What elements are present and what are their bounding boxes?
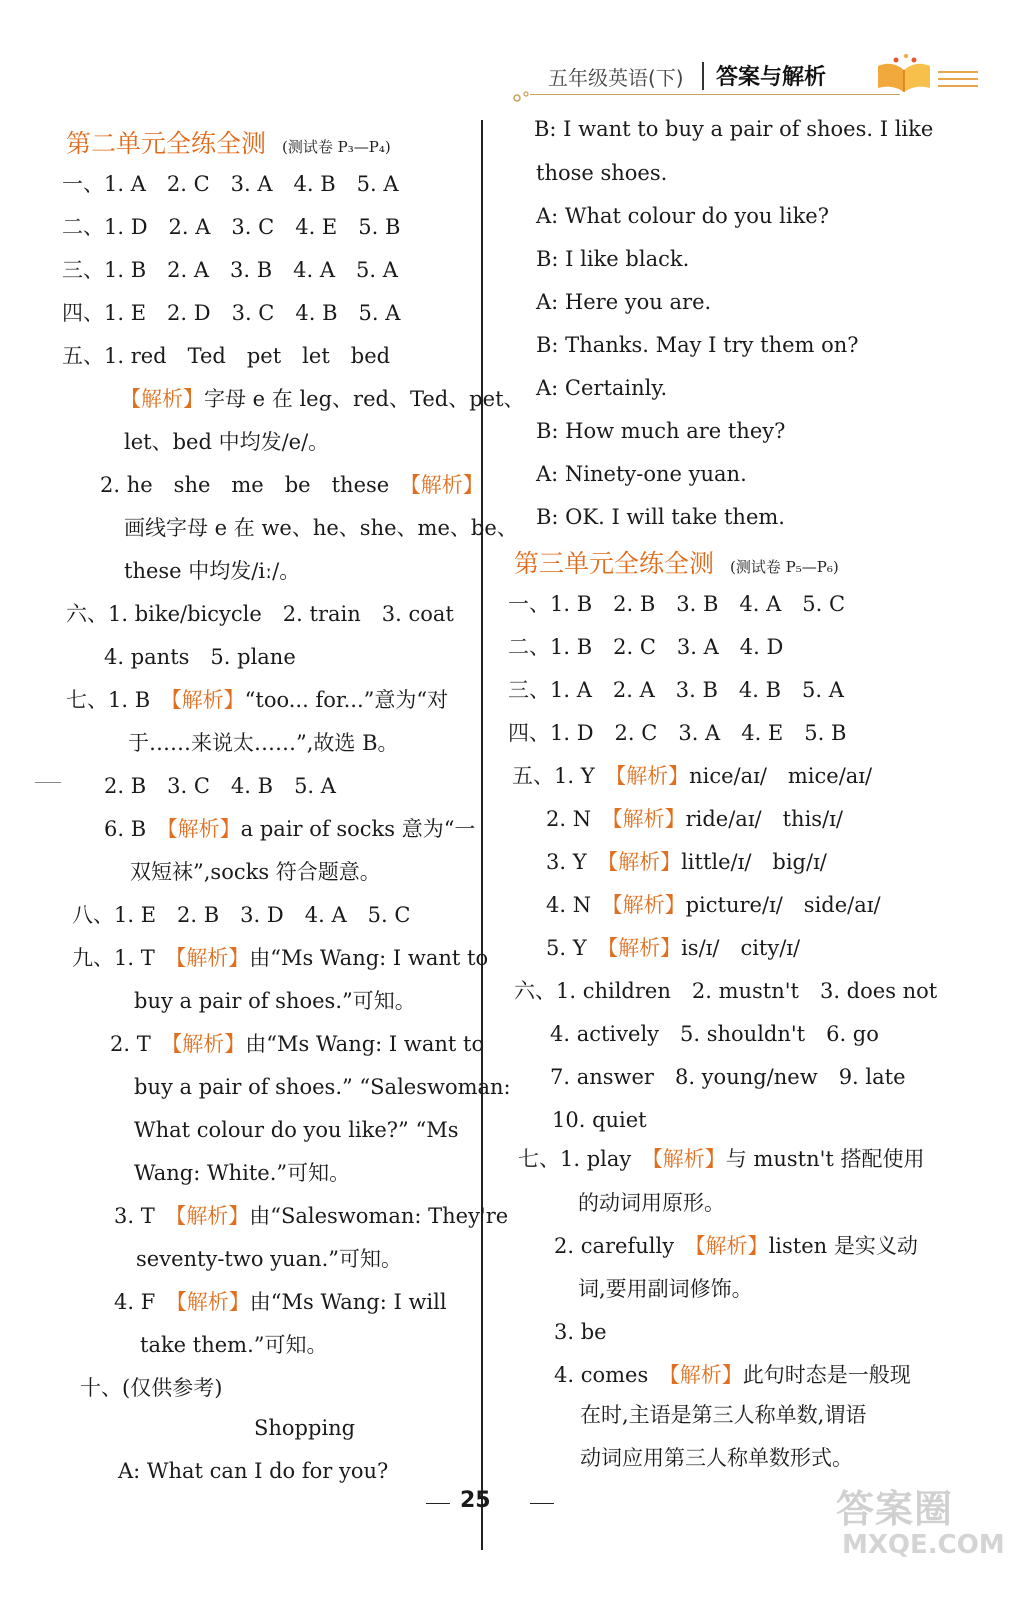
answer-line: 八、1. E 2. B 3. D 4. A 5. C <box>72 903 411 927</box>
answer-line: 3. T 【解析】由“Saleswoman: They're <box>114 1204 509 1228</box>
analysis-tag: 【解析】 <box>171 688 245 712</box>
dialogue-line: B: Thanks. May I try them on? <box>536 333 859 357</box>
answer-line: 双短袜”,socks 符合题意。 <box>130 860 381 884</box>
answer-line: let、bed 中均发/e/。 <box>124 430 330 454</box>
analysis-tag: 【解析】 <box>171 1032 246 1056</box>
answer-line: 一、1. A 2. C 3. A 4. B 5. A <box>62 172 399 196</box>
watermark-logo: 答案圈 <box>836 1487 954 1531</box>
answer-line: buy a pair of shoes.”可知。 <box>134 989 416 1013</box>
answer-line: 4. comes 【解析】此句时态是一般现 <box>554 1363 911 1387</box>
answer-line: 2. B 3. C 4. B 5. A <box>104 774 336 798</box>
analysis-tag: 【解析】 <box>669 1363 743 1387</box>
answer-line: 3. be <box>554 1320 607 1344</box>
answer-line: seventy-two yuan.”可知。 <box>136 1247 402 1271</box>
answer-line: 二、1. D 2. A 3. C 4. E 5. B <box>62 215 401 239</box>
analysis-tag: 【解析】 <box>175 1204 250 1228</box>
answer-line: take them.”可知。 <box>140 1333 328 1357</box>
page-header <box>520 58 990 108</box>
answer-line: 五、1. Y 【解析】nice/aɪ/ mice/aɪ/ <box>512 764 873 788</box>
decorative-dots-icon <box>512 88 542 108</box>
answer-line: 10. quiet <box>552 1108 647 1132</box>
header-grade: 五年级英语(下) <box>548 66 684 90</box>
analysis-tag: 【解析】 <box>695 1234 769 1258</box>
answer-line: 2. N 【解析】ride/aɪ/ this/ɪ/ <box>546 807 843 831</box>
analysis-tag: 【解析】 <box>120 387 204 411</box>
answer-line: 于……来说太……”,故选 B。 <box>128 731 399 755</box>
answer-line: 4. F 【解析】由“Ms Wang: I will <box>114 1290 447 1314</box>
analysis-tag: 【解析】 <box>612 893 686 917</box>
dialogue-line: A: Ninety-one yuan. <box>536 462 747 486</box>
analysis-tag: 【解析】 <box>652 1147 726 1171</box>
answer-line: 7. answer 8. young/new 9. late <box>550 1065 906 1089</box>
answer-line: 4. actively 5. shouldn't 6. go <box>550 1022 879 1046</box>
answer-line: What colour do you like?” “Ms <box>134 1118 459 1142</box>
answer-line: 4. pants 5. plane <box>104 645 296 669</box>
dialogue-line: B: I want to buy a pair of shoes. I like <box>534 117 934 141</box>
answer-line: 词,要用副词修饰。 <box>578 1277 753 1301</box>
answer-line: 画线字母 e 在 we、he、she、me、be、 <box>124 516 518 540</box>
answer-line: 七、1. play 【解析】与 mustn't 搭配使用 <box>518 1147 925 1171</box>
answer-line: 二、1. B 2. C 3. A 4. D <box>508 635 784 659</box>
answer-line: 六、1. children 2. mustn't 3. does not <box>514 979 938 1003</box>
answer-line: 十、(仅供参考) <box>80 1376 223 1400</box>
analysis-tag: 【解析】 <box>167 817 241 841</box>
dialogue-line: A: Certainly. <box>536 376 668 400</box>
analysis-tag: 【解析】 <box>607 936 682 960</box>
dialogue-line: those shoes. <box>536 161 668 185</box>
analysis-tag: 【解析】 <box>176 1290 250 1314</box>
analysis-tag: 【解析】 <box>175 946 250 970</box>
answer-line: 五、1. red Ted pet let bed <box>62 344 391 368</box>
answer-line: 6. B 【解析】a pair of socks 意为“一 <box>104 817 476 841</box>
essay-title: Shopping <box>254 1416 356 1440</box>
answer-line: 三、1. B 2. A 3. B 4. A 5. A <box>62 258 398 282</box>
dialogue-line: A: What colour do you like? <box>536 204 829 228</box>
answer-line: 四、1. D 2. C 3. A 4. E 5. B <box>508 721 847 745</box>
answer-line: buy a pair of shoes.” “Saleswoman: <box>134 1075 511 1099</box>
unit3-section-title: 第三单元全练全测 (测试卷 P₅—P₆) <box>514 549 839 578</box>
header-rule <box>530 94 900 95</box>
answer-line: 【解析】字母 e 在 leg、red、Ted、pet、 <box>120 387 525 411</box>
answer-line: 七、1. B 【解析】“too... for...”意为“对 <box>66 688 449 712</box>
answer-line: A: What can I do for you? <box>118 1459 389 1483</box>
watermark-url: MXQE.COM <box>842 1530 1005 1560</box>
page-number: 25 <box>460 1488 491 1513</box>
answer-line: 4. N 【解析】picture/ɪ/ side/aɪ/ <box>546 893 881 917</box>
footer-dash-right <box>530 1503 554 1504</box>
answer-line: 5. Y 【解析】is/ɪ/ city/ɪ/ <box>546 936 801 960</box>
analysis-tag: 【解析】 <box>615 764 690 788</box>
answer-line: 六、1. bike/bicycle 2. train 3. coat <box>66 602 454 626</box>
analysis-tag: 【解析】 <box>607 850 682 874</box>
answer-line: 四、1. E 2. D 3. C 4. B 5. A <box>62 301 401 325</box>
answer-line: 一、1. B 2. B 3. B 4. A 5. C <box>508 592 846 616</box>
analysis-tag: 【解析】 <box>410 473 484 497</box>
answer-line: 在时,主语是第三人称单数,谓语 <box>580 1403 867 1427</box>
answer-line: 2. he she me be these 【解析】 <box>100 473 484 497</box>
column-divider <box>481 120 483 1550</box>
answer-line: 2. T 【解析】由“Ms Wang: I want to <box>110 1032 485 1056</box>
answer-line: 动词应用第三人称单数形式。 <box>580 1446 853 1470</box>
footer-dash-left <box>426 1503 450 1504</box>
header-divider <box>702 62 704 90</box>
answer-line: 2. carefully 【解析】listen 是实义动 <box>554 1234 918 1258</box>
answer-line: these 中均发/iː/。 <box>124 559 301 583</box>
margin-mark <box>35 782 61 783</box>
dialogue-line: B: How much are they? <box>536 419 786 443</box>
dialogue-line: A: Here you are. <box>536 290 712 314</box>
analysis-tag: 【解析】 <box>612 807 686 831</box>
unit3-section-ref: (测试卷 P₅—P₆) <box>730 558 839 576</box>
header-title: 答案与解析 <box>716 65 827 90</box>
dialogue-line: B: OK. I will take them. <box>536 505 785 529</box>
dialogue-line: B: I like black. <box>536 247 690 271</box>
unit2-section-title: 第二单元全练全测 (测试卷 P₃—P₄) <box>66 129 391 158</box>
answer-line: Wang: White.”可知。 <box>134 1161 351 1185</box>
answer-line: 的动词用原形。 <box>578 1191 725 1215</box>
open-book-icon <box>870 52 980 102</box>
answer-line: 九、1. T 【解析】由“Ms Wang: I want to <box>72 946 489 970</box>
unit2-section-ref: (测试卷 P₃—P₄) <box>282 138 391 156</box>
answer-line: 3. Y 【解析】little/ɪ/ big/ɪ/ <box>546 850 827 874</box>
answer-line: 三、1. A 2. A 3. B 4. B 5. A <box>508 678 844 702</box>
